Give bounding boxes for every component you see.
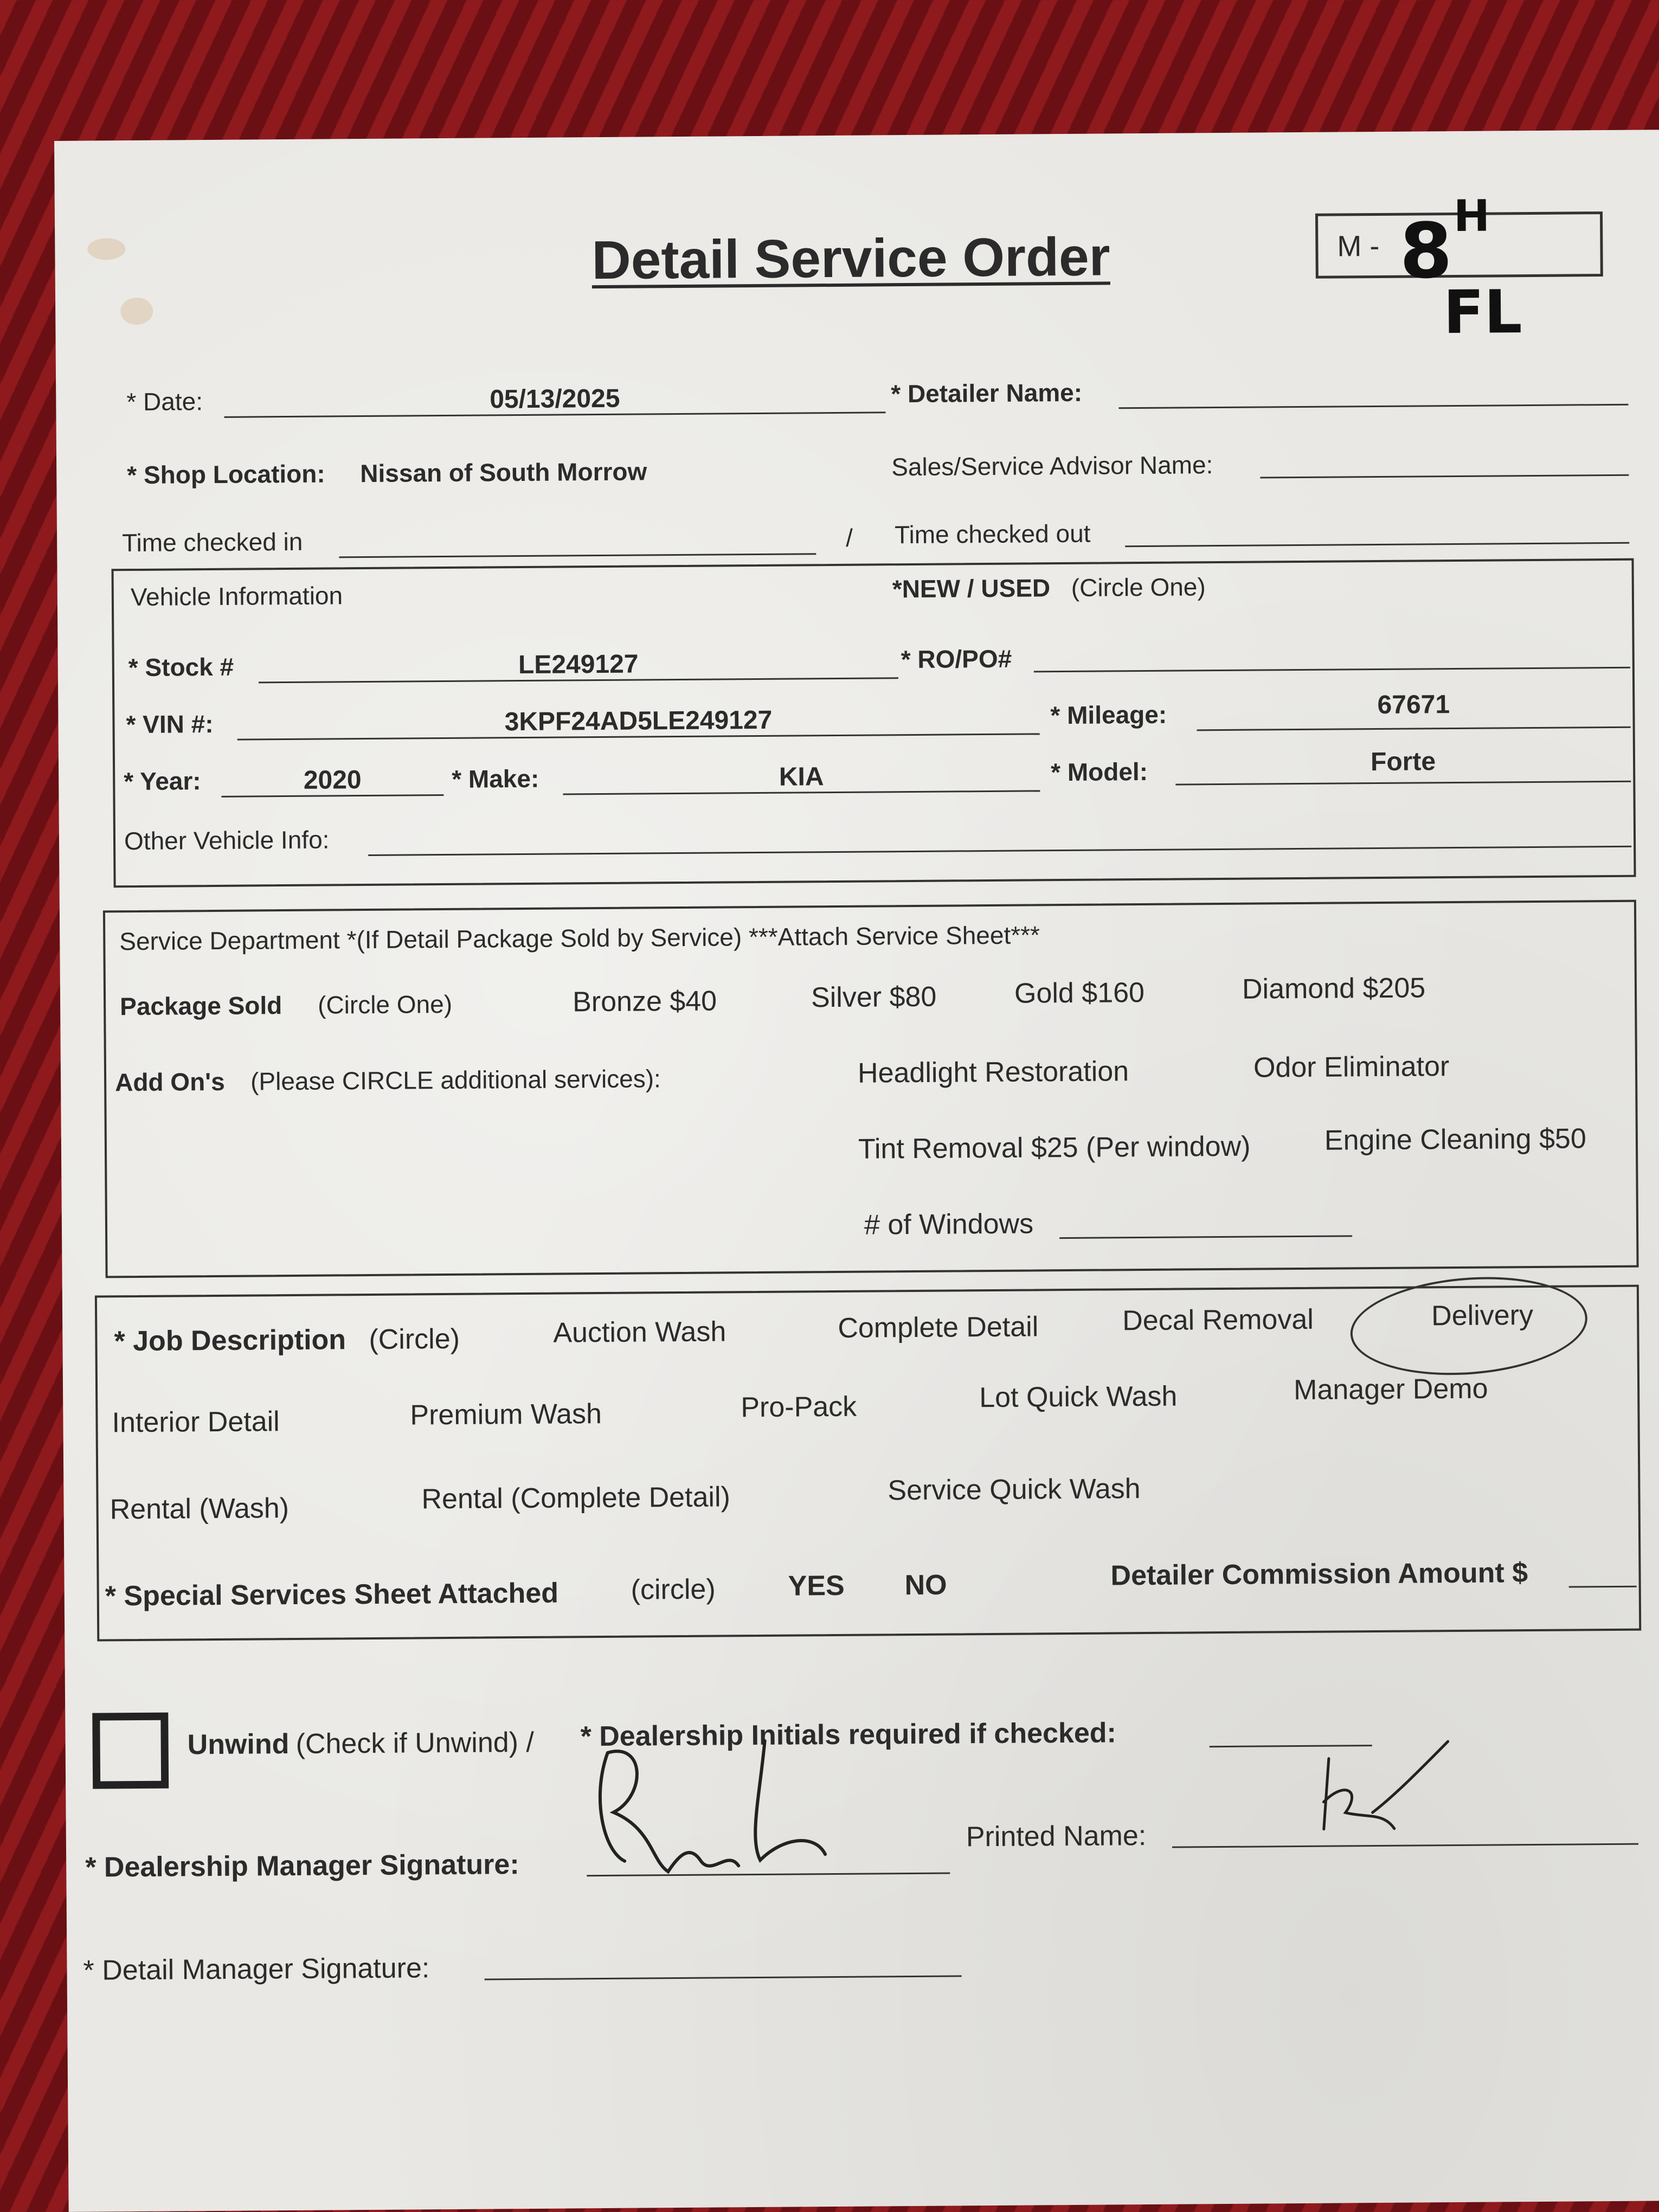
windows-count-label: # of Windows <box>864 1208 1034 1241</box>
unwind-checkbox[interactable] <box>92 1713 169 1789</box>
detailer-name-field[interactable] <box>1118 404 1628 409</box>
add-ons-hint: (Please CIRCLE additional services): <box>250 1064 661 1096</box>
model-value[interactable]: Forte <box>1370 747 1436 777</box>
time-in-field[interactable] <box>339 553 816 558</box>
stain-mark <box>87 238 125 260</box>
year-label: * Year: <box>124 767 201 796</box>
package-gold[interactable]: Gold $160 <box>1014 976 1145 1009</box>
manager-signature-scrawl <box>586 1729 891 1883</box>
package-sold-hint: (Circle One) <box>317 989 453 1019</box>
stain-mark <box>120 298 153 325</box>
service-order-sheet <box>54 130 1659 2212</box>
printed-name-label: Printed Name: <box>966 1820 1147 1853</box>
advisor-name-field[interactable] <box>1260 474 1629 479</box>
package-bronze[interactable]: Bronze $40 <box>572 985 717 1018</box>
detailer-name-label: * Detailer Name: <box>891 378 1083 408</box>
printed-name-scrawl <box>1313 1736 1465 1846</box>
job-rental-wash[interactable]: Rental (Wash) <box>110 1493 290 1526</box>
page-title: Detail Service Order <box>591 226 1110 291</box>
job-pro-pack[interactable]: Pro-Pack <box>741 1391 857 1424</box>
time-out-field[interactable] <box>1125 542 1629 547</box>
new-used-label[interactable]: *NEW / USED <box>892 574 1051 603</box>
mileage-value[interactable]: 67671 <box>1377 690 1450 719</box>
job-delivery[interactable]: Delivery <box>1431 1300 1534 1332</box>
package-silver[interactable]: Silver $80 <box>811 981 937 1014</box>
job-rental-complete-detail[interactable]: Rental (Complete Detail) <box>421 1481 731 1515</box>
time-separator: / <box>845 523 853 552</box>
job-lot-quick-wash[interactable]: Lot Quick Wash <box>979 1380 1178 1414</box>
job-manager-demo[interactable]: Manager Demo <box>1293 1373 1488 1406</box>
package-diamond[interactable]: Diamond $205 <box>1242 972 1426 1005</box>
addon-tint-removal[interactable]: Tint Removal $25 (Per window) <box>858 1130 1251 1165</box>
job-description-label: * Job Description <box>114 1324 346 1358</box>
commission-amount-label: Detailer Commission Amount $ <box>1110 1557 1528 1592</box>
m-code-prefix: M - <box>1337 229 1380 263</box>
time-in-label: Time checked in <box>121 527 303 557</box>
job-complete-detail[interactable]: Complete Detail <box>838 1311 1039 1344</box>
detail-manager-signature-label: * Detail Manager Signature: <box>83 1952 430 1986</box>
add-ons-label: Add On's <box>114 1067 225 1097</box>
addon-headlight-restoration[interactable]: Headlight Restoration <box>857 1056 1129 1089</box>
date-value[interactable]: 05/13/2025 <box>490 384 620 414</box>
package-sold-label: Package Sold <box>119 991 282 1021</box>
detail-manager-signature-field[interactable] <box>485 1975 962 1980</box>
make-label: * Make: <box>452 764 539 793</box>
advisor-name-label: Sales/Service Advisor Name: <box>891 451 1213 481</box>
date-label: * Date: <box>126 387 203 416</box>
handwritten-fl: FL <box>1443 277 1522 348</box>
special-services-label: * Special Services Sheet Attached <box>105 1577 559 1612</box>
job-premium-wash[interactable]: Premium Wash <box>410 1398 602 1431</box>
stock-value[interactable]: LE249127 <box>518 650 639 680</box>
ro-po-label: * RO/PO# <box>901 644 1012 674</box>
other-info-label: Other Vehicle Info: <box>124 825 330 856</box>
unwind-label: Unwind <box>187 1728 290 1761</box>
year-value[interactable]: 2020 <box>303 766 362 795</box>
vin-value[interactable]: 3KPF24AD5LE249127 <box>504 705 773 737</box>
make-value[interactable]: KIA <box>779 762 824 792</box>
model-label: * Model: <box>1050 757 1148 787</box>
job-interior-detail[interactable]: Interior Detail <box>112 1406 280 1439</box>
shop-location-value[interactable]: Nissan of South Morrow <box>360 457 647 488</box>
special-services-yes[interactable]: YES <box>788 1570 845 1602</box>
special-services-no[interactable]: NO <box>904 1569 947 1602</box>
unwind-hint: (Check if Unwind) / <box>295 1726 535 1760</box>
vin-label: * VIN #: <box>126 709 214 739</box>
vehicle-info-heading: Vehicle Information <box>130 581 343 612</box>
manager-signature-label: * Dealership Manager Signature: <box>85 1849 519 1883</box>
m-code-handwritten: 8 <box>1399 207 1453 296</box>
time-out-label: Time checked out <box>894 519 1091 549</box>
job-description-hint: (Circle) <box>369 1323 460 1356</box>
m-code-superscript: H <box>1453 190 1490 241</box>
stock-label: * Stock # <box>128 652 234 682</box>
new-used-hint: (Circle One) <box>1071 573 1206 602</box>
addon-odor-eliminator[interactable]: Odor Eliminator <box>1253 1051 1450 1084</box>
job-decal-removal[interactable]: Decal Removal <box>1122 1303 1314 1337</box>
job-service-quick-wash[interactable]: Service Quick Wash <box>888 1473 1141 1507</box>
service-dept-header: Service Department *(If Detail Package Sold by Service) ***Attach Service Sheet*** <box>119 921 1040 956</box>
dealership-initials-label: * Dealership Initials required if checked: <box>580 1717 1117 1753</box>
addon-engine-cleaning[interactable]: Engine Cleaning $50 <box>1324 1123 1586 1156</box>
job-auction-wash[interactable]: Auction Wash <box>553 1316 726 1349</box>
mileage-label: * Mileage: <box>1050 700 1167 730</box>
special-services-hint: (circle) <box>631 1573 716 1606</box>
shop-location-label: * Shop Location: <box>127 459 325 490</box>
